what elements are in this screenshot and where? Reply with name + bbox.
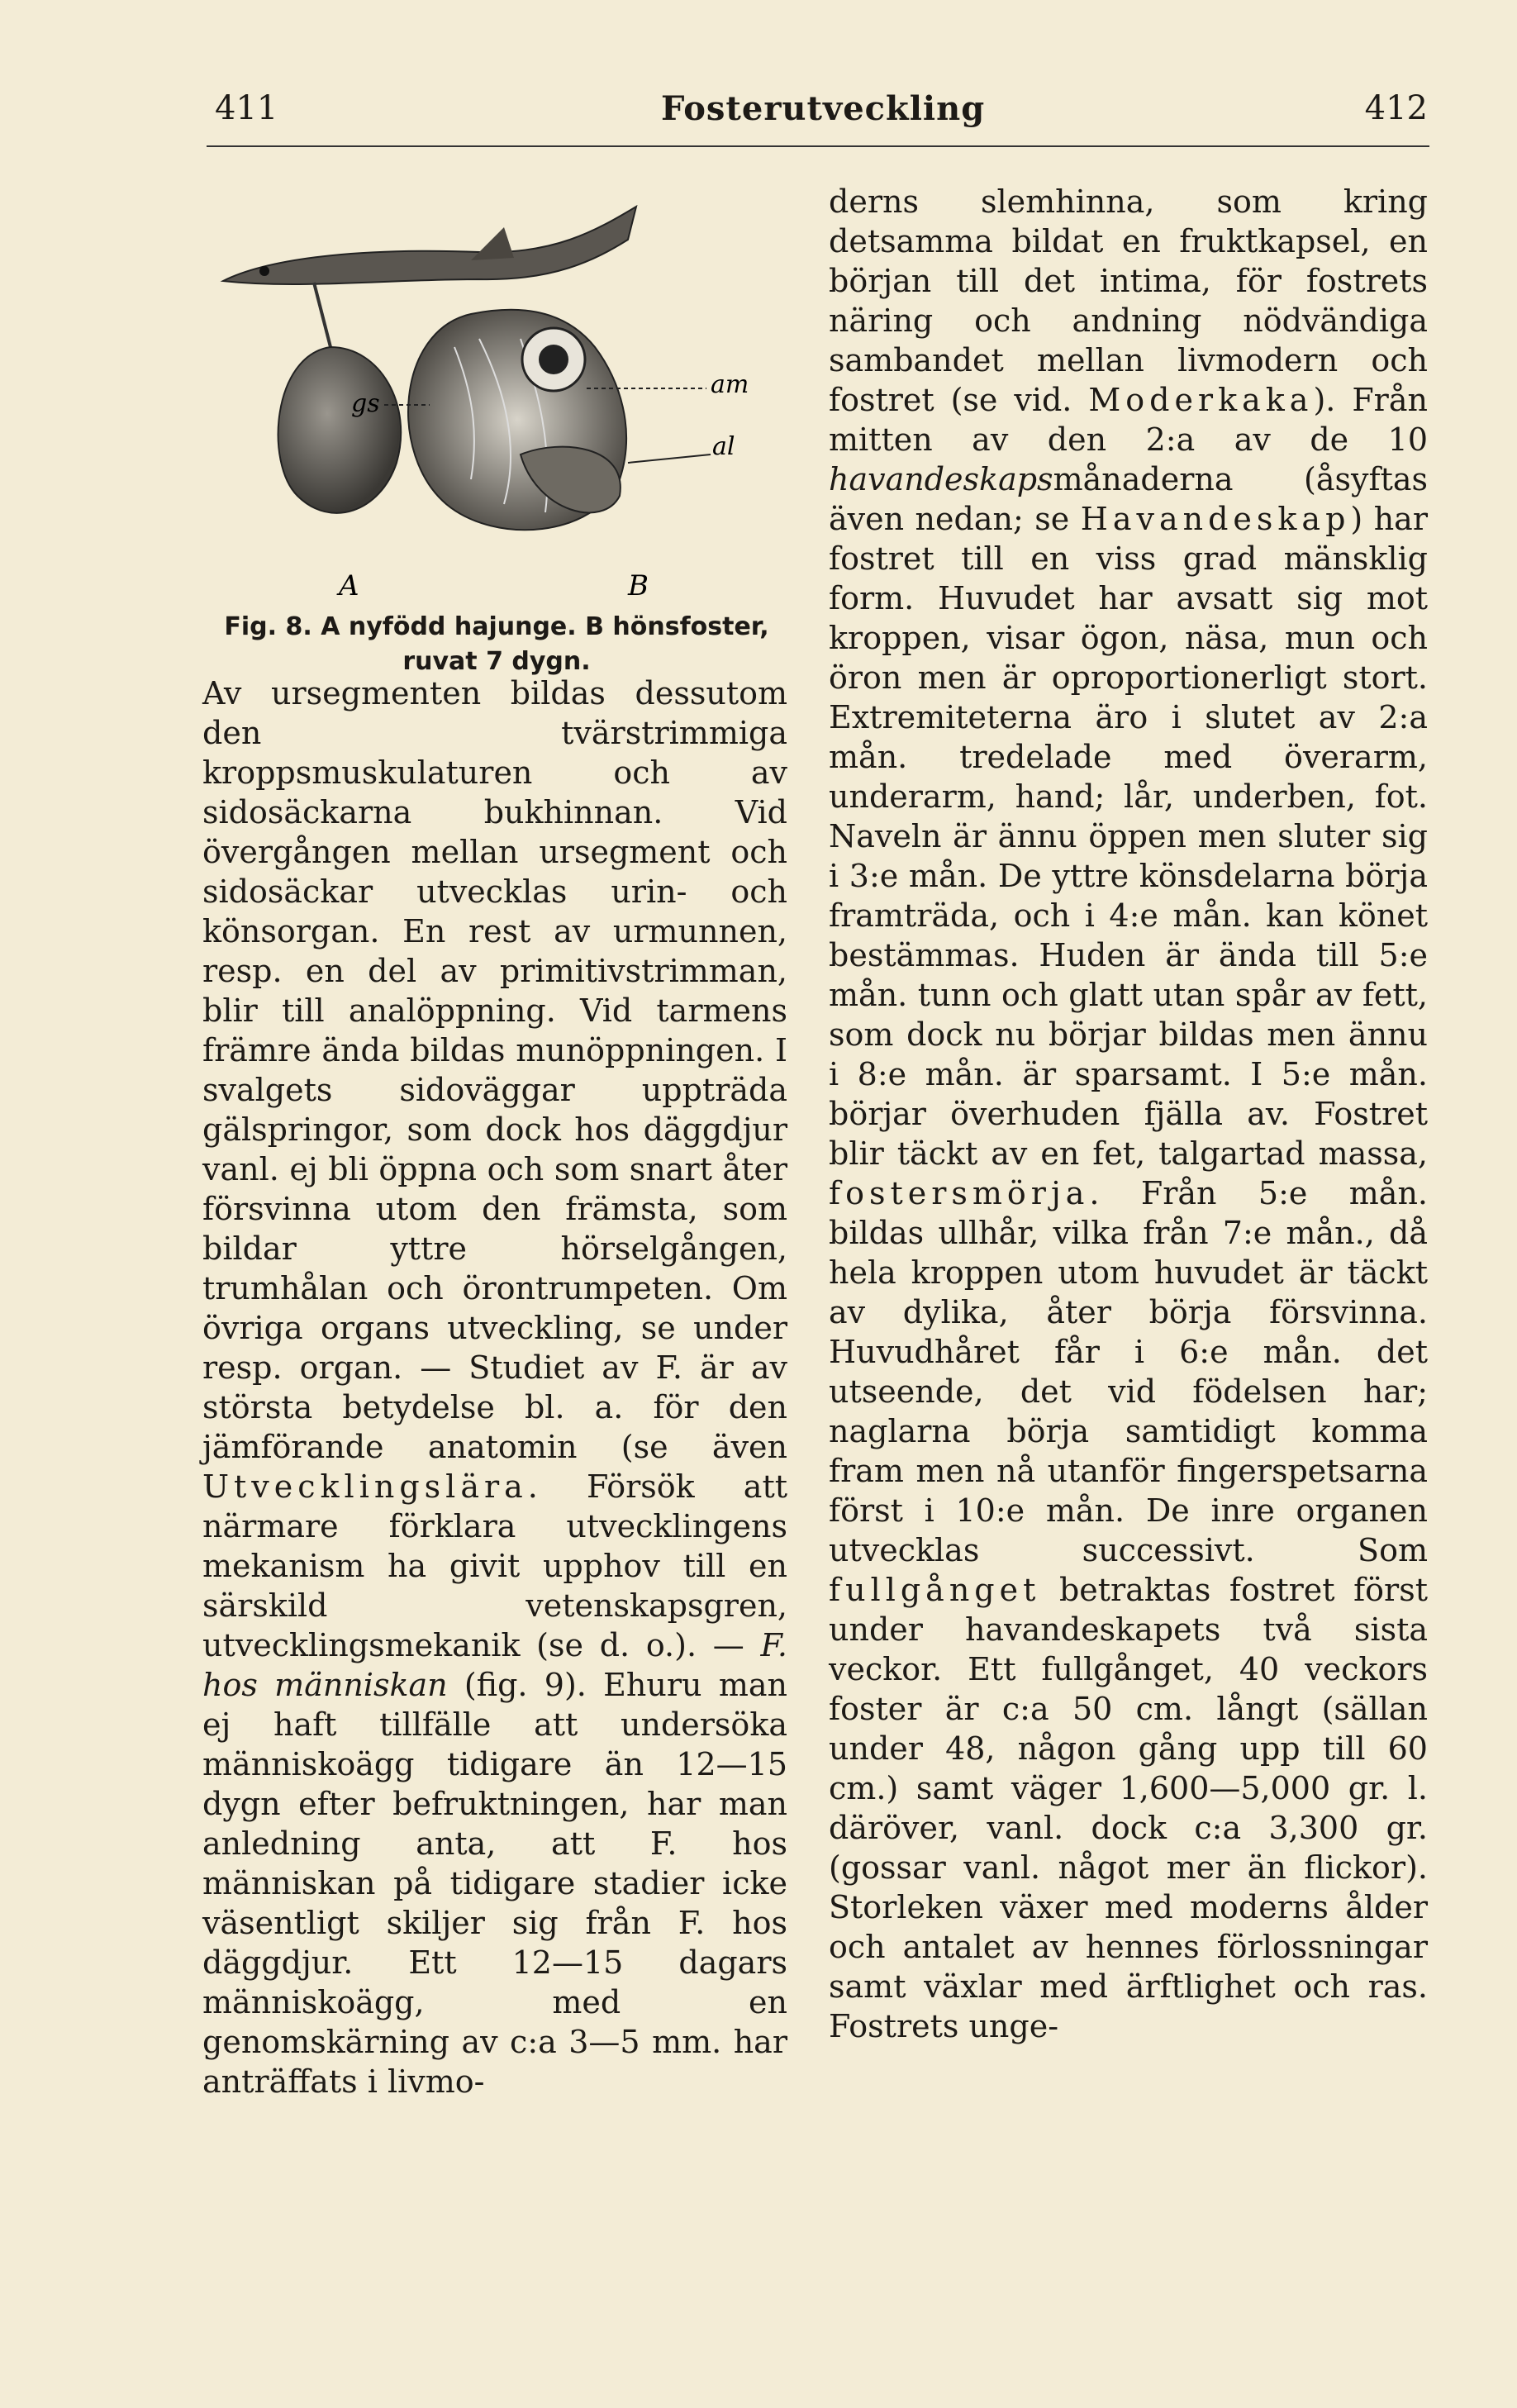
- spaced-term: fullgånget: [829, 1572, 1041, 1608]
- page-header: [182, 89, 1429, 139]
- figure-caption: Fig. 8. A nyfödd hajunge. B hönsfoster, ruvat 7 dygn.: [224, 612, 769, 676]
- spaced-term: fostersmörja: [829, 1175, 1090, 1211]
- cross-reference[interactable]: Utvecklingslära: [202, 1468, 528, 1505]
- label-b: B: [628, 569, 649, 602]
- label-am: am: [711, 370, 749, 399]
- label-a: A: [339, 569, 359, 602]
- page-number-left: 411: [215, 89, 278, 127]
- right-column: [829, 182, 1428, 2046]
- yolk-stalk: [314, 283, 331, 347]
- shark-fin: [471, 227, 514, 260]
- yolk-sac: [278, 347, 402, 513]
- left-column: [202, 673, 787, 2101]
- label-gs: gs: [351, 389, 380, 418]
- label-al: al: [712, 432, 735, 461]
- page-number-right: 412: [1364, 89, 1428, 127]
- figure-drawing: [207, 182, 787, 612]
- italic-term: havandeskaps: [829, 461, 1053, 497]
- cross-reference[interactable]: Havandeskap: [1080, 501, 1351, 537]
- cross-reference[interactable]: Moderkaka: [1088, 382, 1314, 418]
- right-paragraph: derns slemhinna, som kring detsamma bildat en fruktkapsel, en början till det intima, för fostrets näring och andning nödvändiga sambandet mellan livmodern och fostret (se vid. Moderkaka). Från mitten av den 2:a av de 10 havandeskapsmånaderna (åsyftas även nedan; se Havandeskap) har fostret till en viss grad mänsklig form. Huvudet har avsatt sig mot kroppen, visar ögon, näsa, mun och öron men är oproportionerligt stort. Extremiteterna äro i slutet av 2:a mån. tredelade med överarm, underarm, hand; lår, underben, fot. Naveln är ännu öppen men sluter sig i 3:e mån. De yttre könsdelarna börja framträda, och i 4:e mån. kan könet bestämmas. Huden är ända till 5:e mån. tunn och glatt utan spår av fett, som dock nu börjar bildas men ännu i 8:e mån. är sparsamt. I 5:e mån. börjar överhuden fjälla av. Fostret blir täckt av en fet, talgartad massa, fostersmörja. Från 5:e mån. bildas ullhår, vilka från 7:e mån., då hela kroppen utom huvudet är täckt av dylika, åter börja försvinna. Huvudhåret får i 6:e mån. det utseende, det vid födelsen har; naglarna börja samtidigt komma fram men nå utanför fingerspetsarna först i 10:e mån. De inre organen utvecklas successivt. Som fullgånget betraktas fostret först under havandeskapets två sista veckor. Ett fullgånget, 40 veckors foster är c:a 50 cm. långt (sällan under 48, någon gång upp till 60 cm.) samt väger 1,600—5,000 gr. l. däröver, vanl. dock c:a 3,300 gr. (gossar vanl. något mer än flickor). Storleken växer med moderns ålder och antalet av hennes förlossningar samt växlar med ärftlighet och ras. Fostrets unge-: [829, 183, 1428, 2044]
- header-rule: [207, 145, 1429, 147]
- shark-eye: [259, 266, 269, 276]
- running-title: Fosterutveckling: [661, 89, 986, 128]
- shark-body: [223, 207, 636, 284]
- figure-illustration: [207, 182, 787, 612]
- section-heading: F. hos människan: [202, 1627, 787, 1703]
- left-paragraph: Av ursegmenten bildas dessutom den tvärstrimmiga kroppsmuskulaturen och av sidosäckarna bukhinnan. Vid övergången mellan ursegment och sidosäckar utvecklas urin- och könsorgan. En rest av urmunnen, resp. en del av primitivstrimman, blir till analöppning. Vid tarmens främre ända bildas munöppningen. I svalgets sidoväggar uppträda gälspringor, som dock hos däggdjur vanl. ej bli öppna och som snart åter försvinna utom den främsta, som bildar yttre hörselgången, trumhålan och örontrumpeten. Om övriga organs utveckling, se under resp. organ. — Studiet av F. är av största betydelse bl. a. för den jämförande anatomin (se även Utvecklingslära. Försök att närmare förklara utvecklingens mekanism ha givit upphov till en särskild vetenskapsgren, utvecklingsmekanik (se d. o.). — F. hos människan (fig. 9). Ehuru man ej haft tillfälle att undersöka människoägg tidigare än 12—15 dygn efter befruktningen, har man anledning anta, att F. hos människan på tidigare stadier icke väsentligt skiljer sig från F. hos däggdjur. Ett 12—15 dagars människoägg, med en genomskärning av c:a 3—5 mm. har anträffats i livmo-: [202, 675, 787, 2100]
